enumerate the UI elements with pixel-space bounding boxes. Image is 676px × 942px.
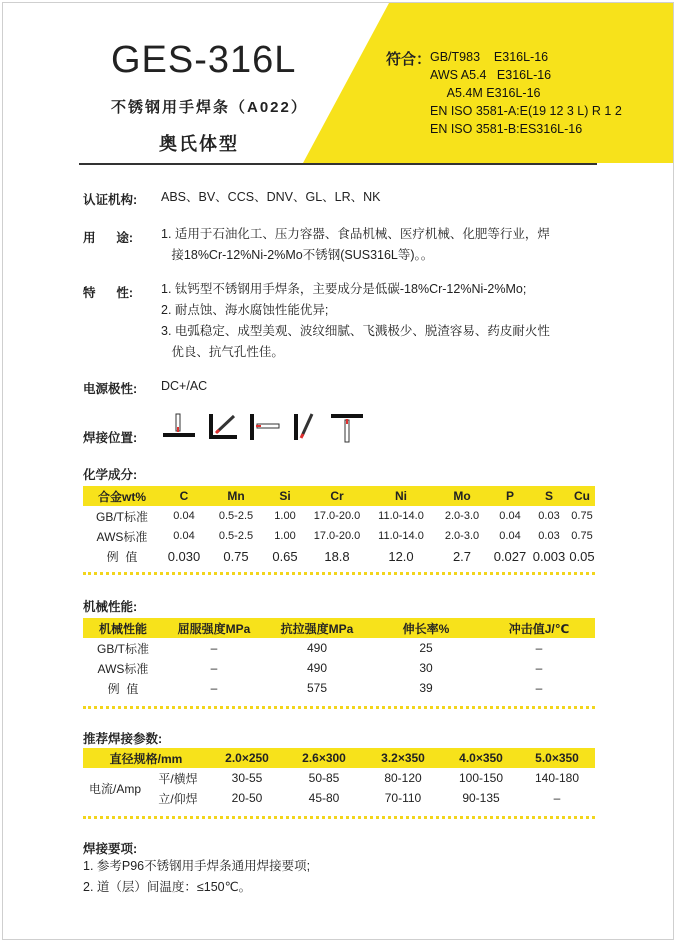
product-type: 奥氏体型 [159,134,239,154]
table-cell: 0.04 [499,510,521,522]
table-cell: 45-80 [308,791,340,805]
table-cell: GB/T标准 [95,509,148,524]
table-cell: – [210,661,218,675]
table-row [83,788,595,808]
datasheet-page [2,2,674,940]
table-cell: 140-180 [534,771,580,785]
table-cell: 100-150 [458,771,504,785]
table-cell: 0.65 [272,548,298,564]
column-header: 冲击值J/℃ [483,618,595,638]
feature-line: 1. 钛钙型不锈钢用手焊条，主要成分是低碳-18%Cr-12%Ni-2%Mo; [161,282,527,296]
table-cell: 0.027 [493,548,527,564]
table-cell: 30 [419,661,433,675]
table-cell: 0.75 [571,530,593,542]
column-header: 伸长率% [369,618,483,638]
mechanical-table [83,618,595,698]
column-header: Si [265,486,305,506]
table-cell: 0.030 [167,548,201,564]
chemical-section-title: 化学成分: [83,468,138,482]
table-cell: 11.0-14.0 [378,530,424,542]
table-cell: 2.7 [452,548,472,564]
feature-line: 2. 耐点蚀、海水腐蚀性能优异; [161,303,329,317]
flat-position-icon [161,412,197,442]
standard-item: A5.4M E316L-16 [430,86,541,100]
notes-section-title: 焊接要项: [83,842,138,856]
table-cell: 490 [306,661,328,675]
column-header: 屈服强度MPa [163,618,265,638]
table-header-row [83,618,595,638]
table-cell: 0.75 [223,548,249,564]
column-header: Cu [569,486,595,506]
column-header: Cr [305,486,369,506]
table-cell: 80-120 [384,771,422,785]
table-cell: 0.75 [571,510,593,522]
feature-line: 3. 电弧稳定、成型美观、波纹细腻、飞溅极少、脱渣容易、药皮耐火性 [161,324,550,338]
usage-line: 接18%Cr-12%Ni-2%Mo不锈钢(SUS316L等)。。 [161,248,434,262]
table-row [83,678,595,698]
table-cell: 70-110 [384,791,422,805]
table-cell: 17.0-20.0 [313,530,361,542]
feature-line: 优良、抗气孔性佳。 [161,345,284,359]
table-row [83,546,595,566]
column-header: 5.0×350 [519,748,595,768]
table-header-row [83,486,595,506]
vertical-position-icon [292,412,322,442]
usage-line: 1. 适用于石油化工、压力容器、食品机械、医疗机械、化肥等行业，焊 [161,227,550,241]
column-header: 2.6×300 [285,748,363,768]
table-cell: 17.0-20.0 [313,510,361,522]
table-cell: 25 [419,641,433,655]
mechanical-section-title: 机械性能: [83,600,138,614]
table-cell: – [535,641,543,655]
table-cell: 490 [306,641,328,655]
table-row [83,658,595,678]
features-label: 特 性: [83,286,134,300]
table-cell: 18.8 [324,548,350,564]
positions-label: 焊接位置: [83,431,138,445]
table-cell: 0.05 [569,548,595,564]
column-header: 2.0×250 [209,748,285,768]
params-table [83,748,595,808]
column-header: Mn [207,486,265,506]
column-header: 抗拉强度MPa [265,618,369,638]
column-header: 合金wt% [83,486,161,506]
power-label: 电源极性: [83,382,138,396]
chemical-table [83,486,595,566]
dotted-divider [83,816,595,819]
table-cell: 20-50 [231,791,263,805]
standard-item: GB/T983 E316L-16 [430,50,549,64]
table-cell: 例 值 [107,681,139,696]
table-cell: GB/T标准 [96,641,149,656]
product-title: GES-316L [111,39,297,81]
horizontal-position-icon [248,412,282,442]
table-cell: – [535,661,543,675]
table-cell: – [553,791,561,805]
table-cell: 11.0-14.0 [378,510,424,522]
table-cell: 50-85 [308,771,340,785]
table-cell: 39 [419,681,433,695]
conform-label: 符合： [386,51,432,68]
column-header: P [491,486,529,506]
table-cell: 0.04 [173,530,195,542]
table-cell: 12.0 [388,548,414,564]
header-divider [79,163,597,165]
column-header: 3.2×350 [363,748,443,768]
overhead-position-icon [329,412,365,444]
table-cell: AWS标准 [96,529,148,544]
horizontal-fillet-icon [207,412,241,442]
table-row [83,638,595,658]
column-header: 机械性能 [83,618,163,638]
note-line: 1. 参考P96不锈钢用手焊条通用焊接要项; [83,859,311,873]
product-subtitle: 不锈钢用手焊条（A022） [111,99,308,116]
standard-item: AWS A5.4 E316L-16 [430,68,552,82]
column-header: 4.0×350 [443,748,519,768]
table-cell: 0.03 [538,510,560,522]
table-cell: 1.00 [274,530,296,542]
table-cell: – [210,681,218,695]
standard-item: EN ISO 3581-A:E(19 12 3 L) R 1 2 [430,104,622,118]
column-header: 直径规格/mm [83,748,209,768]
table-cell: 0.5-2.5 [218,510,254,522]
dotted-divider [83,572,595,575]
table-cell: 0.5-2.5 [218,530,254,542]
table-cell: 0.04 [173,510,195,522]
standards-list [430,48,622,138]
table-cell: – [535,681,543,695]
column-header: Ni [369,486,433,506]
dotted-divider [83,706,595,709]
table-cell: 575 [306,681,328,695]
table-cell: 0.04 [499,530,521,542]
table-row [83,768,595,788]
standard-item: EN ISO 3581-B:ES316L-16 [430,122,583,136]
table-cell: 平/横焊 [158,771,198,786]
table-cell: 例 值 [106,549,138,564]
table-cell: 0.03 [538,530,560,542]
note-line: 2. 道（层）间温度：≤150℃。 [83,880,252,894]
table-row [83,526,595,546]
table-cell: 90-135 [462,791,500,805]
table-cell: 2.0-3.0 [444,530,480,542]
table-cell: AWS标准 [97,661,149,676]
table-cell: 2.0-3.0 [444,510,480,522]
table-cell: 0.003 [532,548,566,564]
column-header: C [161,486,207,506]
table-header-row [83,748,595,768]
table-cell: 立/仰焊 [158,791,198,806]
table-row [83,506,595,526]
certification-label: 认证机构: [83,193,138,207]
table-cell: 1.00 [274,510,296,522]
certification-value: ABS、BV、CCS、DNV、GL、LR、NK [161,190,381,204]
current-label: 电流/Amp [88,781,141,796]
column-header: S [529,486,569,506]
column-header: Mo [433,486,491,506]
power-value: DC+/AC [161,379,208,393]
params-section-title: 推荐焊接参数: [83,732,163,746]
table-cell: 30-55 [231,771,263,785]
table-cell: – [210,641,218,655]
usage-label: 用 途: [83,231,134,245]
